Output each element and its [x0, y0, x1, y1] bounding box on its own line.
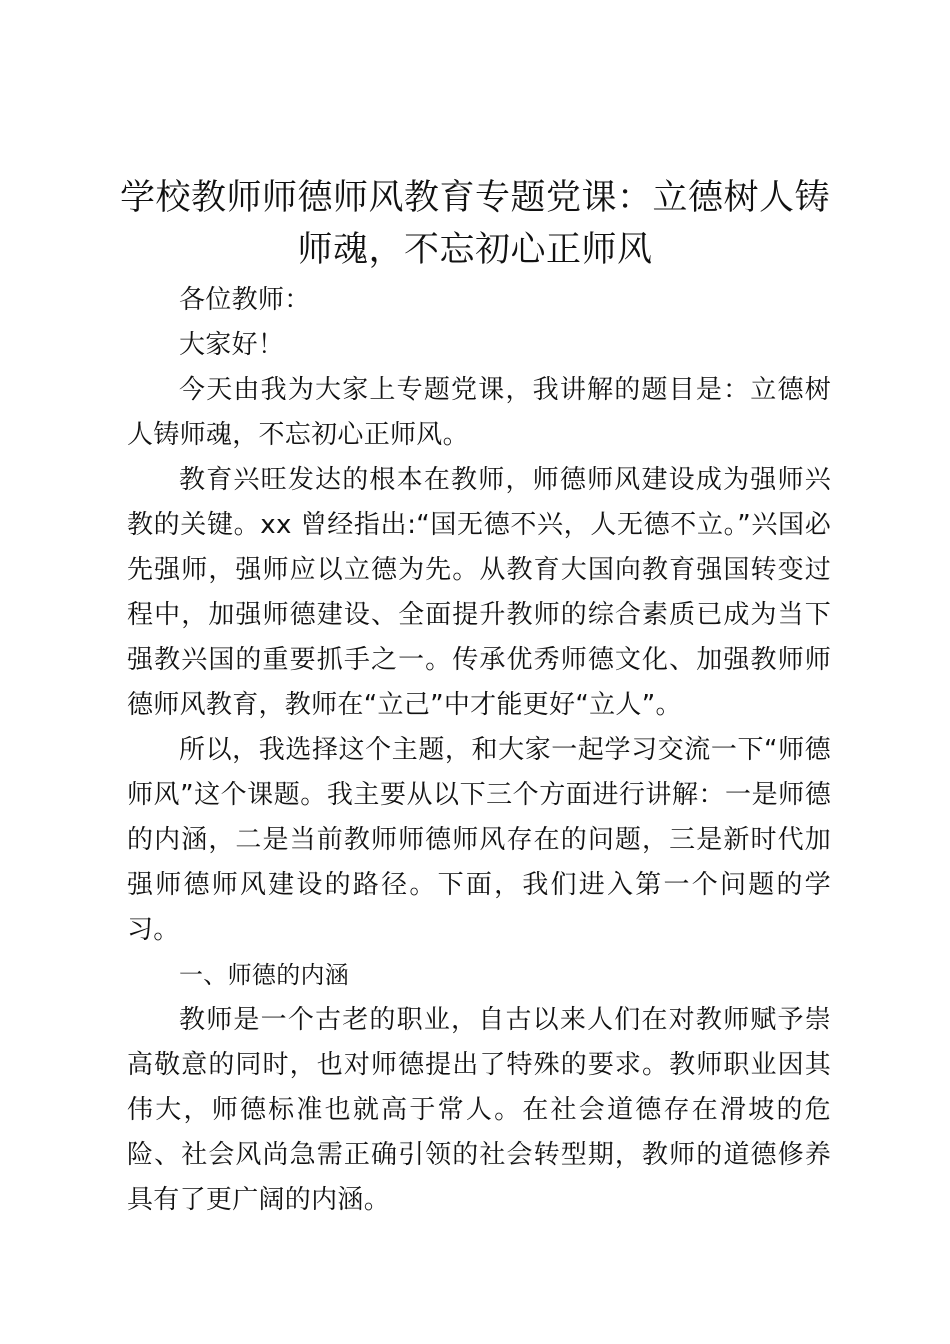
paragraph-background: 教育兴旺发达的根本在教师，师德师风建设成为强师兴教的关键。xx 曾经指出:“国无德不兴，人无德不立。”兴国必先强师，强师应以立德为先。从教育大国向教育强国转变过程中，加强师德建设、全面提升教师的综合素质已成为当下强教兴国的重要抓手之一。传承优秀师德文化、加强教师师德师风教育，教师在“立己”中才能更好“立人”。	[127, 465, 831, 720]
salutation: 各位教师：	[179, 285, 311, 315]
document-body	[127, 278, 831, 1223]
document-title: 学校教师师德师风教育专题党课：立德树人铸师魂，不忘初心正师风	[119, 178, 830, 270]
paragraph-intro: 今天由我为大家上专题党课，我讲解的题目是：立德树人铸师魂，不忘初心正师风。	[127, 375, 831, 450]
greeting: 大家好！	[179, 330, 285, 360]
section-heading: 一、师德的内涵	[179, 961, 350, 989]
paragraph-outline: 所以，我选择这个主题，和大家一起学习交流一下“师德师风”这个课题。我主要从以下三个方面进行讲解：一是师德的内涵，二是当前教师师德师风存在的问题，三是新时代加强师德师风建设的路径。下面，我们进入第一个问题的学习。	[127, 735, 831, 945]
paragraph-section-1: 教师是一个古老的职业，自古以来人们在对教师赋予崇高敬意的同时，也对师德提出了特殊的要求。教师职业因其伟大，师德标准也就高于常人。在社会道德存在滑坡的危险、社会风尚急需正确引领的社会转型期，教师的道德修养具有了更广阔的内涵。	[127, 1005, 831, 1215]
